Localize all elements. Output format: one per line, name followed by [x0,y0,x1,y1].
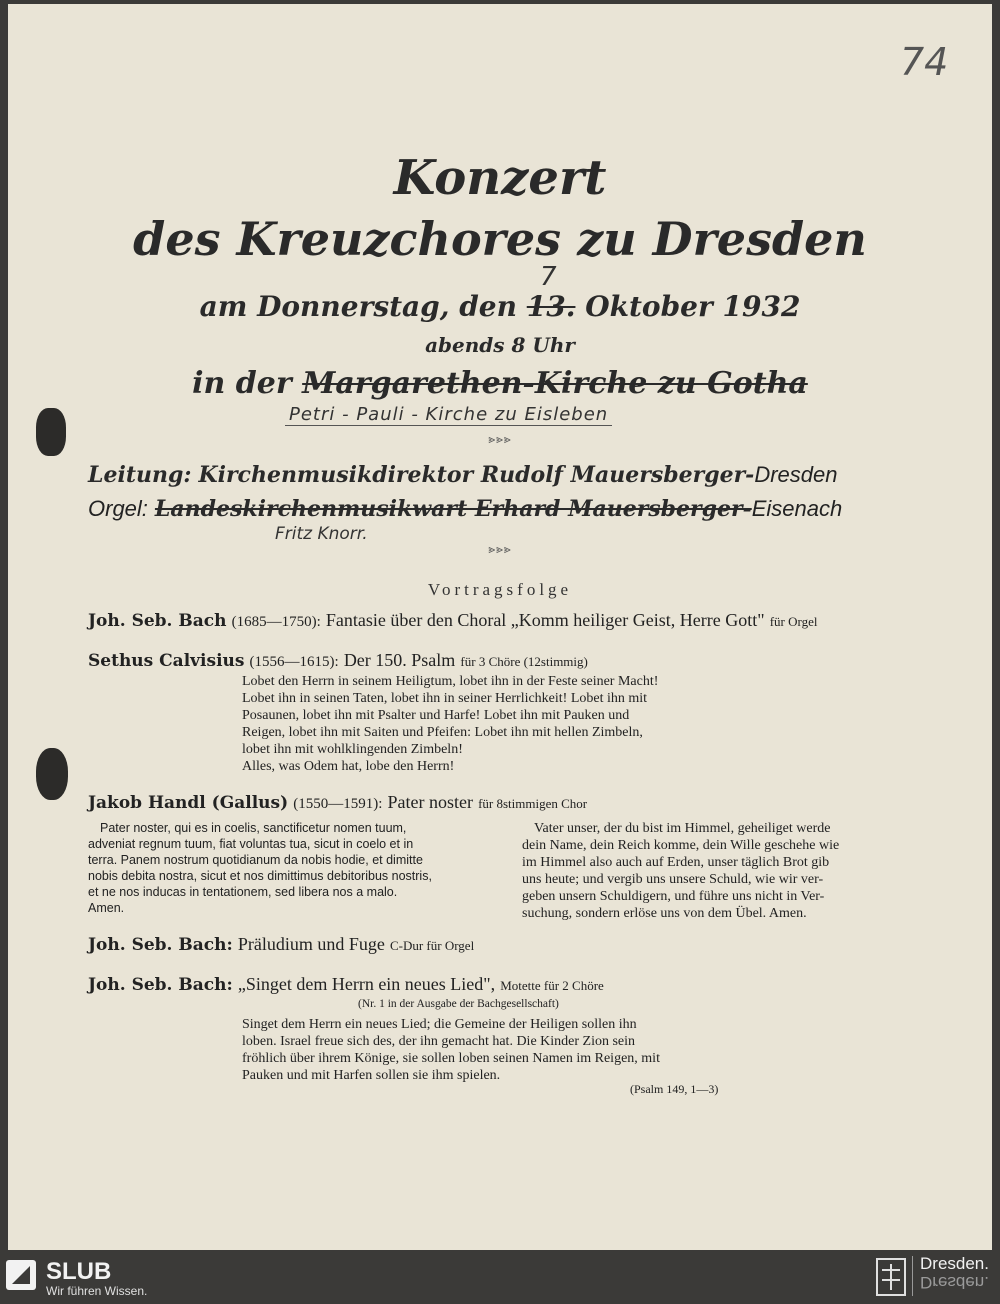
orgel-struck: Landeskirchenmusikwart Erhard Mauersberger- [154,496,752,522]
date-prefix: am Donnerstag, den [199,290,517,323]
program-item-4 [88,934,474,955]
slub-logo-icon [6,1260,36,1290]
dresden-logo-mirror: Dresden. [920,1273,989,1292]
orgel-line [88,496,842,522]
date-suffix: Oktober 1932 [585,290,801,323]
slub-tagline: Wir führen Wissen. [46,1284,148,1298]
time-line: abends 8 Uhr [425,333,575,357]
text-line: Amen. [88,901,125,915]
venue-handwritten: Petri - Pauli - Kirche zu Eisleben [285,404,612,426]
program-item-2 [88,650,588,671]
text-line: im Himmel also auch auf Erden, unser täglich Brot gib [522,855,830,870]
footer-bar [0,1250,1000,1304]
work-title: Pater noster [387,792,473,812]
leitung-city: Dresden [754,462,838,487]
text-line: Alles, was Odem hat, lobe den Herrn! [242,759,455,774]
title-kreuzchor: des Kreuzchores zu Dresden [133,212,867,266]
date-handwritten: 7 [540,262,557,292]
composer-dates: (1556—1615): [249,654,339,670]
edition-note: (Nr. 1 in der Ausgabe der Bachgesellschaft) [358,998,559,1010]
composer: Joh. Seb. Bach [88,611,227,631]
text-line: fröhlich über ihrem Könige, sie sollen loben seinen Namen im Reigen, mit [242,1051,660,1066]
work-note: für 8stimmigen Chor [478,796,588,811]
composer-dates: (1685—1750): [231,614,321,630]
venue-line [0,366,1000,401]
footer-divider [912,1256,913,1296]
composer: Sethus Calvisius [88,651,245,671]
orgel-handwritten: Fritz Knorr. [275,524,368,544]
text-line: Reigen, lobet ihn mit Saiten und Pfeifen: Lobet ihn mit hellen Zimbeln, [242,725,643,740]
program-item-3 [88,792,587,813]
orgel-label: Orgel: [88,496,148,521]
text-line: Lobet den Herrn in seinem Heiligtum, lobet ihn in der Feste seiner Macht! [242,674,659,689]
text-line: geben unsern Schuldigern, und führe uns nicht in Ver- [522,889,825,904]
work-title: Der 150. Psalm [343,650,456,670]
composer-dates: (1550—1591): [293,796,383,812]
text-line: uns heute; und vergib uns unsere Schuld, wie wir ver- [522,872,824,887]
date-struck: 13. [526,290,576,323]
psalm-source: (Psalm 149, 1—3) [630,1082,719,1096]
work-title: Fantasie über den Choral „Komm heiliger Geist, Herre Gott" [325,610,765,630]
text-line: Pater noster, qui es in coelis, sanctificetur nomen tuum, [100,821,407,835]
text-line: Singet dem Herrn ein neues Lied; die Gemeine der Heiligen sollen ihn [242,1017,637,1032]
text-line: Pauken und mit Harfen sollen sie ihm spielen. [242,1068,501,1083]
date-line [0,290,1000,323]
psalm-text [242,673,782,775]
composer: Jakob Handl (Gallus) [88,793,289,813]
program-item-1 [88,610,817,631]
ornament-2: ⪢⪢⪢ [488,542,512,556]
work-note: C-Dur für Orgel [389,938,475,953]
leitung-name: Kirchenmusikdirektor Rudolf Mauersberger- [198,462,755,488]
program-item-5 [88,974,604,995]
text-line: suchung, sondern erlöse uns von dem Übel. Amen. [522,906,807,921]
text-line: adveniat regnum tuum, fiat voluntas tua, sicut in coelo et in [88,837,414,851]
archive-number: 74 [900,40,949,84]
text-line: et ne nos inducas in tentationem, sed libera nos a malo. [88,885,398,899]
text-line: Posaunen, lobet ihn mit Psalter und Harfe! Lobet ihn mit Pauken und [242,708,630,723]
leitung-line [88,462,837,488]
latin-text [88,820,480,916]
work-title: „Singet dem Herrn ein neues Lied", [237,974,496,994]
german-text [522,820,912,922]
orgel-city: Eisenach [751,496,843,521]
composer: Joh. Seb. Bach: [88,935,233,955]
leitung-label: Leitung: [88,462,192,488]
work-note: Motette für 2 Chöre [500,978,604,993]
text-line: terra. Panem nostrum quotidianum da nobis hodie, et dimitte [88,853,423,867]
text-line: lobet ihn mit wohlklingenden Zimbeln! [242,742,463,757]
slub-logo-text[interactable]: SLUB [46,1258,112,1285]
work-title: Präludium und Fuge [237,934,385,954]
composer: Joh. Seb. Bach: [88,975,233,995]
venue-struck: Margarethen-Kirche zu Gotha [302,366,808,401]
text-line: dein Name, dein Reich komme, dein Wille geschehe wie [522,838,840,853]
punch-hole-bottom [36,748,68,800]
text-line: Lobet ihn in seinen Taten, lobet ihn in seiner Herrlichkeit! Lobet ihn mit [242,691,648,706]
title-konzert: Konzert [393,150,607,206]
work-note: für 3 Chöre (12stimmig) [460,654,588,669]
venue-prefix: in der [192,366,292,401]
work-note: für Orgel [769,614,818,629]
dresden-crest-icon [876,1258,906,1296]
motet-text [242,1016,802,1084]
text-line: Vater unser, der du bist im Himmel, geheiliget werde [534,821,831,836]
text-line: nobis debita nostra, sicut et nos dimittimus debitoribus nostris, [88,869,432,883]
ornament-1: ⪢⪢⪢ [488,432,512,446]
dresden-logo-text[interactable]: Dresden. [920,1254,989,1273]
text-line: loben. Israel freue sich des, der ihn gemacht hat. Die Kinder Zion sein [242,1034,636,1049]
program-heading: Vortragsfolge [427,580,573,599]
